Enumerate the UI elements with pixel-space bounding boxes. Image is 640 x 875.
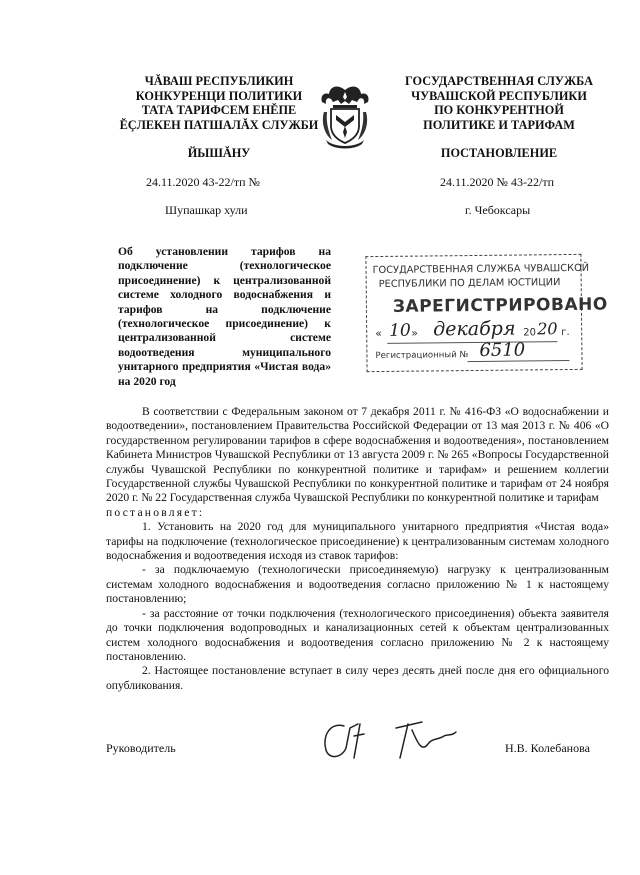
registration-stamp <box>365 254 608 372</box>
header-left-date-number: 24.11.2020 43-22/тп № <box>146 175 260 189</box>
item-2-paragraph: 2. Настоящее постановление вступает в силу через десять дней после дня его официального опубликования. <box>106 664 609 692</box>
header-right-date-number: 24.11.2020 № 43-22/тп <box>440 175 554 189</box>
header-right-line: ПО КОНКУРЕНТНОЙ <box>434 103 564 117</box>
decree-word: постановляет: <box>106 505 205 519</box>
stamp-agency-line: ГОСУДАРСТВЕННАЯ СЛУЖБА ЧУВАШСКОЙ <box>372 262 590 277</box>
title-line: тарифов на подключение <box>118 302 331 316</box>
header-right-line: ЧУВАШСКОЙ РЕСПУБЛИКИ <box>411 88 587 103</box>
title-line: (технологическое присоединение) к <box>118 317 331 331</box>
preamble-paragraph: В соответствии с Федеральным законом от 7 декабря 2011 г. № 416-ФЗ «О водоснабжении и водоотведении», постановлением Правительства Российской Федерации от 13 мая 2013 г. № 406 «О государственном регулировании тарифов в сфере водоснабжения и водоотведения», постановлением Кабинета Министров Чувашской Республики от 13 августа 2009 г. № 265 «Вопросы Государственной службы Чувашской Республики по конкурентной политике и тарифам» и решением коллегии Государственной службы Чувашской Республики по конкурентной политике и тарифам от 24 ноября 2020 г. № 22 Государственная служба Чувашской Республики по конкурентной политике и тарифам <box>106 405 609 505</box>
title-line: подключение (технологическое <box>118 259 331 273</box>
title-line: Об установлении тарифов на <box>118 245 331 258</box>
title-line: присоединение) к централизованной <box>118 273 331 287</box>
signatory-position: Руководитель <box>106 741 176 755</box>
stamp-day: 10 <box>389 320 411 341</box>
item-1-paragraph: 1. Установить на 2020 год для муниципального унитарного предприятия «Чистая вода» тарифы на подключение (технологическое присоединение) к централизованным системам холодного водоснабжения и водоотведения исходя из ставок тарифов: <box>106 520 609 563</box>
title-line: системе холодного водоснабжения и <box>118 288 331 302</box>
stamp-reg-number: 6510 <box>479 339 526 361</box>
header-right-line: ПОЛИТИКЕ И ТАРИФАМ <box>423 117 575 132</box>
coat-of-arms-emblem <box>316 82 374 152</box>
signatory-name: Н.В. Колебанова <box>505 741 590 755</box>
header-left-org <box>118 74 320 132</box>
header-left-line: КОНКУРЕНЦИ ПОЛИТИКИ <box>135 88 303 103</box>
stamp-reg-underline <box>468 360 570 362</box>
stamp-reg-label: Регистрационный № <box>375 350 469 362</box>
header-left-city: Шупашкар хули <box>165 203 248 217</box>
document-body <box>106 405 609 693</box>
header-left-doc-type: ЙЫШĂНУ <box>187 146 251 160</box>
title-line: на 2020 год <box>118 374 176 388</box>
header-left-line: ТАТА ТАРИФСЕМ ЕНĚПЕ <box>141 103 297 117</box>
item-1a-paragraph: - за подключаемую (технологически присоединяемую) нагрузку к централизованным системам холодного водоснабжения и водоотведения согласно приложению № 1 к настоящему постановлению; <box>106 563 609 606</box>
header-right-org <box>400 74 598 132</box>
stamp-date-row: « 10 » декабря 20 20 г. <box>375 317 570 341</box>
stamp-year-end: г. <box>561 326 570 339</box>
title-line: водоотведения муниципального <box>118 345 331 359</box>
stamp-month: декабря <box>433 317 516 341</box>
stamp-year-suffix: 20 <box>537 319 558 339</box>
document-title <box>118 245 331 389</box>
header-left-line: ĔÇЛЕКЕН ПАТШАЛĂХ СЛУЖБИ <box>119 117 319 132</box>
stamp-year-prefix: 20 <box>523 327 537 339</box>
item-1b-paragraph: - за расстояние от точки подключения (технологического присоединения) объекта заявителя до точки подключения водопроводных и канализационных сетей к объектам централизованных систем холодного водоснабжения и водоотведения согласно приложению № 2 к настоящему постановлению. <box>106 606 609 663</box>
stamp-status: ЗАРЕГИСТРИРОВАНО <box>392 294 608 317</box>
header-right-city: г. Чебоксары <box>465 203 531 217</box>
header-right-line: ГОСУДАРСТВЕННАЯ СЛУЖБА <box>405 74 593 88</box>
header-left-line: ЧĂВАШ РЕСПУБЛИКИН <box>144 74 294 88</box>
header-right-doc-type: ПОСТАНОВЛЕНИЕ <box>440 146 558 160</box>
title-line: унитарного предприятия «Чистая вода» <box>118 360 331 374</box>
handwritten-signature <box>320 714 460 764</box>
stamp-agency-line: РЕСПУБЛИКИ ПО ДЕЛАМ ЮСТИЦИИ <box>378 277 561 290</box>
title-line: централизованной системе <box>118 331 331 345</box>
